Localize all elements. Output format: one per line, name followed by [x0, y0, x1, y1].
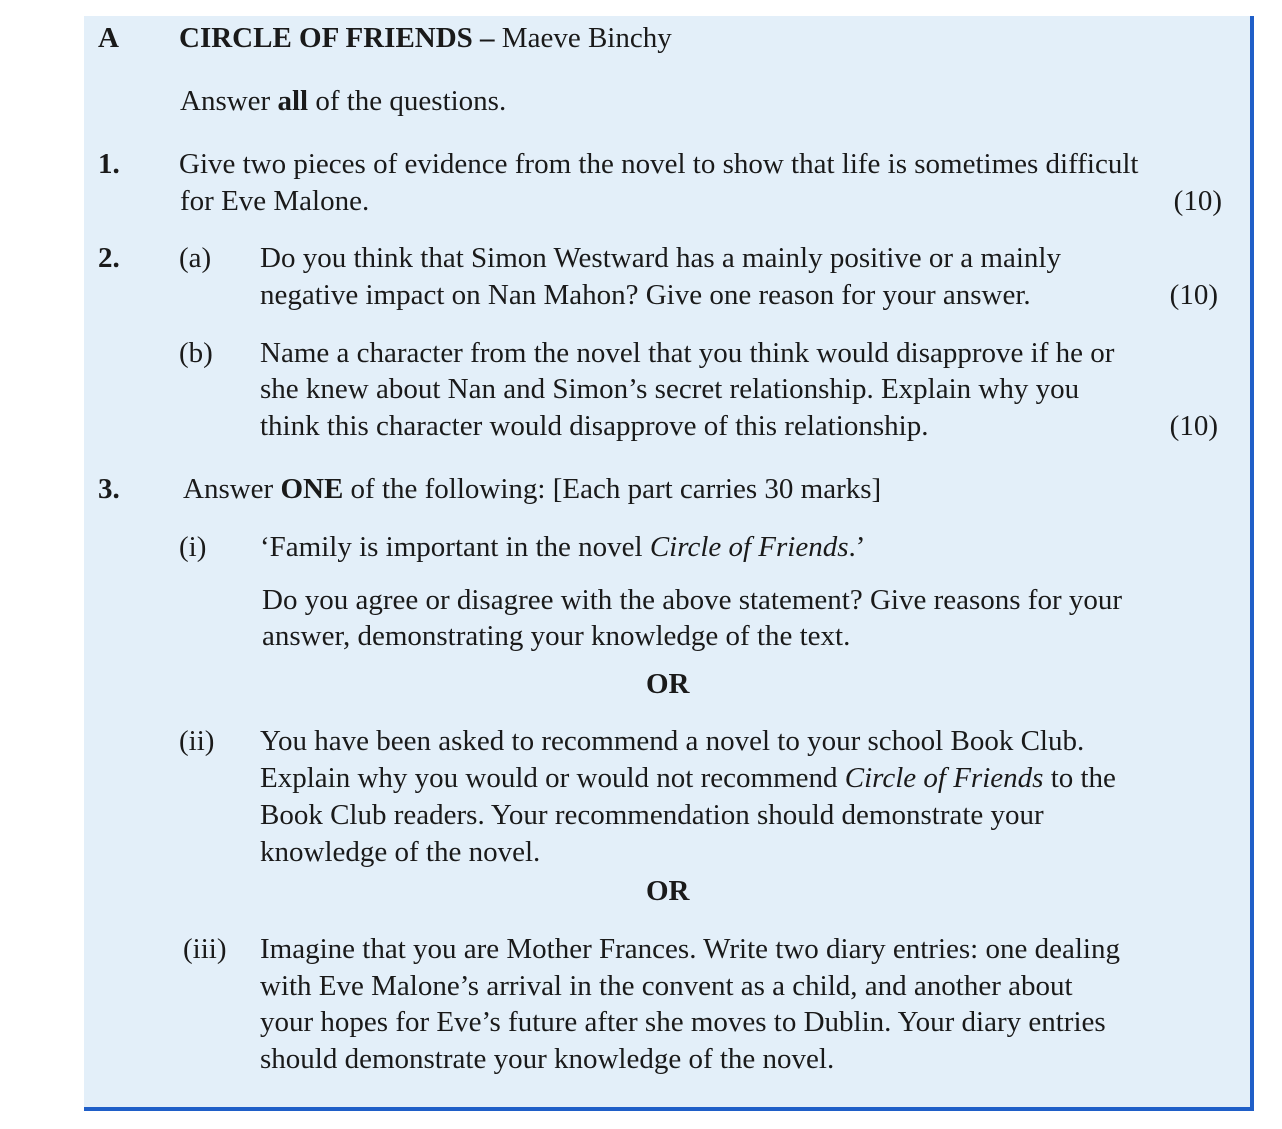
question-3iii-line-3: your hopes for Eve’s future after she moves to Dublin. Your diary entries: [260, 1006, 1106, 1038]
question-2b-line-3: think this character would disapprove of this relationship.: [260, 410, 929, 442]
question-3ii-line-2-post: to the: [1043, 762, 1116, 794]
question-3ii-label: (ii): [179, 725, 215, 757]
instruction-post: of the questions.: [308, 85, 507, 117]
title-dash: –: [472, 22, 502, 54]
question-1-line-1: Give two pieces of evidence from the novel to show that life is sometimes difficult: [179, 148, 1139, 180]
question-2a-label: (a): [179, 242, 212, 274]
question-3-number: 3.: [98, 473, 120, 505]
question-1-line-2: for Eve Malone.: [180, 185, 370, 217]
question-3ii-line-4: knowledge of the novel.: [260, 836, 541, 868]
section-heading: [179, 20, 672, 57]
question-3iii-line-2: with Eve Malone’s arrival in the convent as a child, and another about: [260, 970, 1073, 1002]
question-3ii-line-2: [260, 760, 1116, 797]
question-3i-quote: [260, 529, 865, 566]
question-3ii-line-2-title: Circle of Friends: [844, 762, 1044, 794]
question-2b-label: (b): [179, 337, 213, 369]
question-2a-marks: (10): [1169, 279, 1218, 311]
instruction: [180, 83, 506, 120]
question-3ii-line-1: You have been asked to recommend a novel to your school Book Club.: [260, 725, 1085, 757]
question-3-intro-post: of the following: [Each part carries 30 marks]: [343, 473, 882, 505]
question-2b-line-2: she knew about Nan and Simon’s secret relationship. Explain why you: [260, 373, 1080, 405]
question-2a-line-1: Do you think that Simon Westward has a mainly positive or a mainly: [260, 242, 1061, 274]
section-letter: A: [98, 22, 119, 54]
question-2a-line-2: negative impact on Nan Mahon? Give one reason for your answer.: [260, 279, 1031, 311]
or-divider-1: OR: [646, 668, 690, 700]
author-name: Maeve Binchy: [501, 22, 672, 54]
question-3i-line-1: Do you agree or disagree with the above statement? Give reasons for your: [262, 584, 1123, 616]
question-3iii-label: (iii): [183, 933, 227, 965]
question-3i-line-2: answer, demonstrating your knowledge of the text.: [262, 620, 851, 652]
question-1-number: 1.: [98, 148, 120, 180]
instruction-pre: Answer: [180, 85, 278, 117]
question-3-intro: [183, 471, 881, 508]
question-3i-quote-pre: ‘Family is important in the novel: [260, 531, 650, 563]
question-2-number: 2.: [98, 242, 120, 274]
novel-title: CIRCLE OF FRIENDS: [179, 22, 473, 54]
question-3-intro-bold: ONE: [280, 473, 344, 505]
question-3ii-line-3: Book Club readers. Your recommendation should demonstrate your: [260, 799, 1044, 831]
question-3ii-line-2-pre: Explain why you would or would not recommend: [260, 762, 845, 794]
question-3i-label: (i): [179, 531, 207, 563]
question-3-intro-pre: Answer: [183, 473, 281, 505]
question-3i-quote-post: .’: [848, 531, 866, 563]
question-3iii-line-4: should demonstrate your knowledge of the novel.: [260, 1043, 835, 1075]
question-3i-quote-title: Circle of Friends: [649, 531, 849, 563]
instruction-bold: all: [277, 85, 309, 117]
question-3iii-line-1: Imagine that you are Mother Frances. Write two diary entries: one dealing: [260, 933, 1120, 965]
question-2b-marks: (10): [1169, 410, 1218, 442]
question-1-marks: (10): [1173, 185, 1222, 217]
or-divider-2: OR: [646, 875, 690, 907]
question-2b-line-1: Name a character from the novel that you think would disapprove if he or: [260, 337, 1115, 369]
